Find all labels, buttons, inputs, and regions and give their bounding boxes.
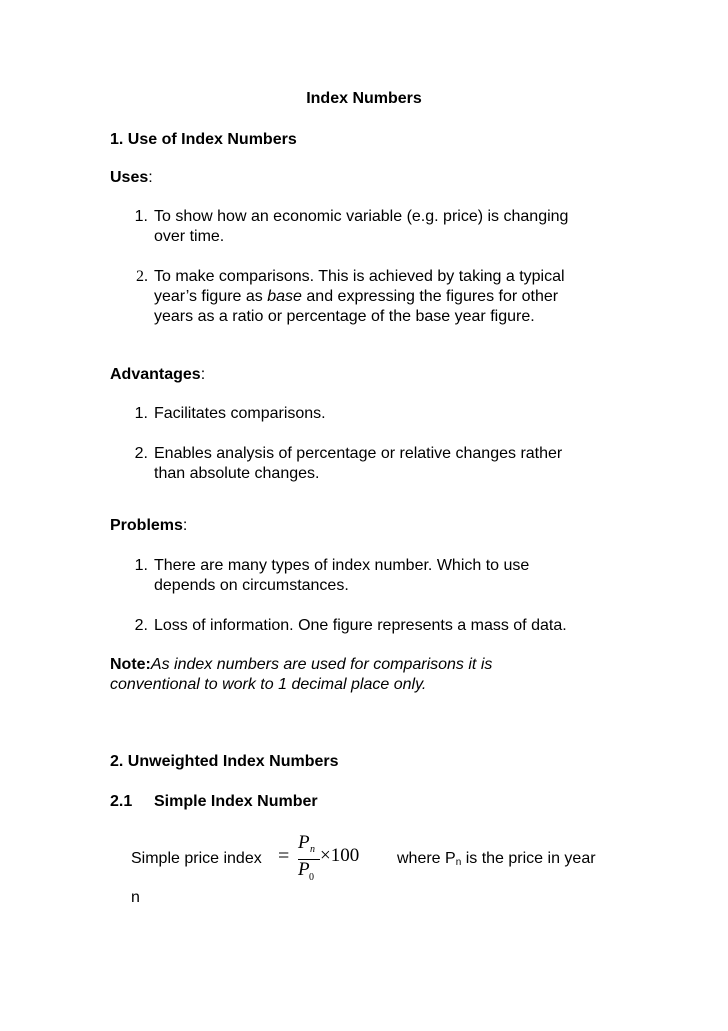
note-text-line-1: As index numbers are used for comparisons it is	[150, 656, 493, 673]
formula-label: Simple price index	[131, 850, 262, 867]
formula-times-100: ×100	[320, 845, 360, 866]
advantages-item-1-line-1: Facilitates comparisons.	[154, 405, 326, 422]
uses-label: Uses	[110, 169, 149, 186]
problems-colon: :	[182, 517, 188, 534]
problems-item-1-line-1: There are many types of index number. Which to use	[154, 557, 530, 574]
problems-item-2-number: 2.	[134, 617, 148, 634]
advantages-item-2-line-1: Enables analysis of percentage or relative changes rather	[154, 445, 563, 462]
uses-item-2-line-1: To make comparisons. This is achieved by taking a typical	[154, 268, 565, 285]
problems-item-2-line-1: Loss of information. One figure represents a mass of data.	[154, 617, 567, 634]
advantages-item-1-number: 1.	[134, 405, 148, 422]
formula-denominator: P	[298, 859, 310, 880]
problems-item-1-number: 1.	[134, 557, 148, 574]
uses-item-2-line-2-post: and expressing the figures for other	[301, 288, 559, 305]
uses-item-1-line-2: over time.	[154, 228, 225, 245]
formula-where-pre: where P	[397, 850, 456, 867]
advantages-heading	[110, 365, 205, 385]
uses-item-1-number: 1.	[134, 208, 148, 225]
subsection-2-1-title: Simple Index Number	[154, 793, 318, 810]
note-line-2: conventional to work to 1 decimal place only.	[110, 676, 427, 693]
uses-item-2-line-2	[154, 287, 558, 307]
formula-equals-sign: =	[278, 845, 290, 867]
page-title: Index Numbers	[306, 90, 422, 107]
problems-heading	[110, 516, 187, 536]
uses-item-2-number: 2.	[136, 268, 148, 285]
advantages-label: Advantages	[110, 366, 201, 383]
section-1-heading: 1. Use of Index Numbers	[110, 131, 297, 148]
section-2-heading: 2. Unweighted Index Numbers	[110, 753, 339, 770]
uses-item-2-line-3: years as a ratio or percentage of the base year figure.	[154, 308, 535, 325]
uses-item-2-line-2-pre: year’s figure as	[154, 288, 268, 305]
formula-where-post: is the price in year	[461, 850, 596, 867]
problems-label: Problems	[110, 517, 183, 534]
uses-colon: :	[148, 169, 153, 186]
formula-explanation-continuation: n	[131, 889, 140, 906]
formula-numerator-subscript: n	[310, 844, 315, 855]
subsection-2-1-number: 2.1	[110, 793, 133, 810]
formula-explanation	[397, 849, 596, 869]
advantages-colon: :	[200, 366, 206, 383]
problems-item-1-line-2: depends on circumstances.	[154, 577, 349, 594]
formula-where-subscript: n	[455, 857, 462, 868]
advantages-item-2-number: 2.	[134, 445, 148, 462]
uses-heading	[110, 168, 153, 188]
uses-item-2-emphasis-base: base	[267, 288, 302, 305]
advantages-item-2-line-2: than absolute changes.	[154, 465, 320, 482]
formula-numerator: P	[298, 832, 310, 853]
note-label: Note:	[110, 656, 151, 673]
uses-item-1-line-1: To show how an economic variable (e.g. price) is changing	[154, 208, 569, 225]
formula-denominator-subscript: 0	[309, 872, 314, 883]
note-line-1	[110, 655, 492, 675]
